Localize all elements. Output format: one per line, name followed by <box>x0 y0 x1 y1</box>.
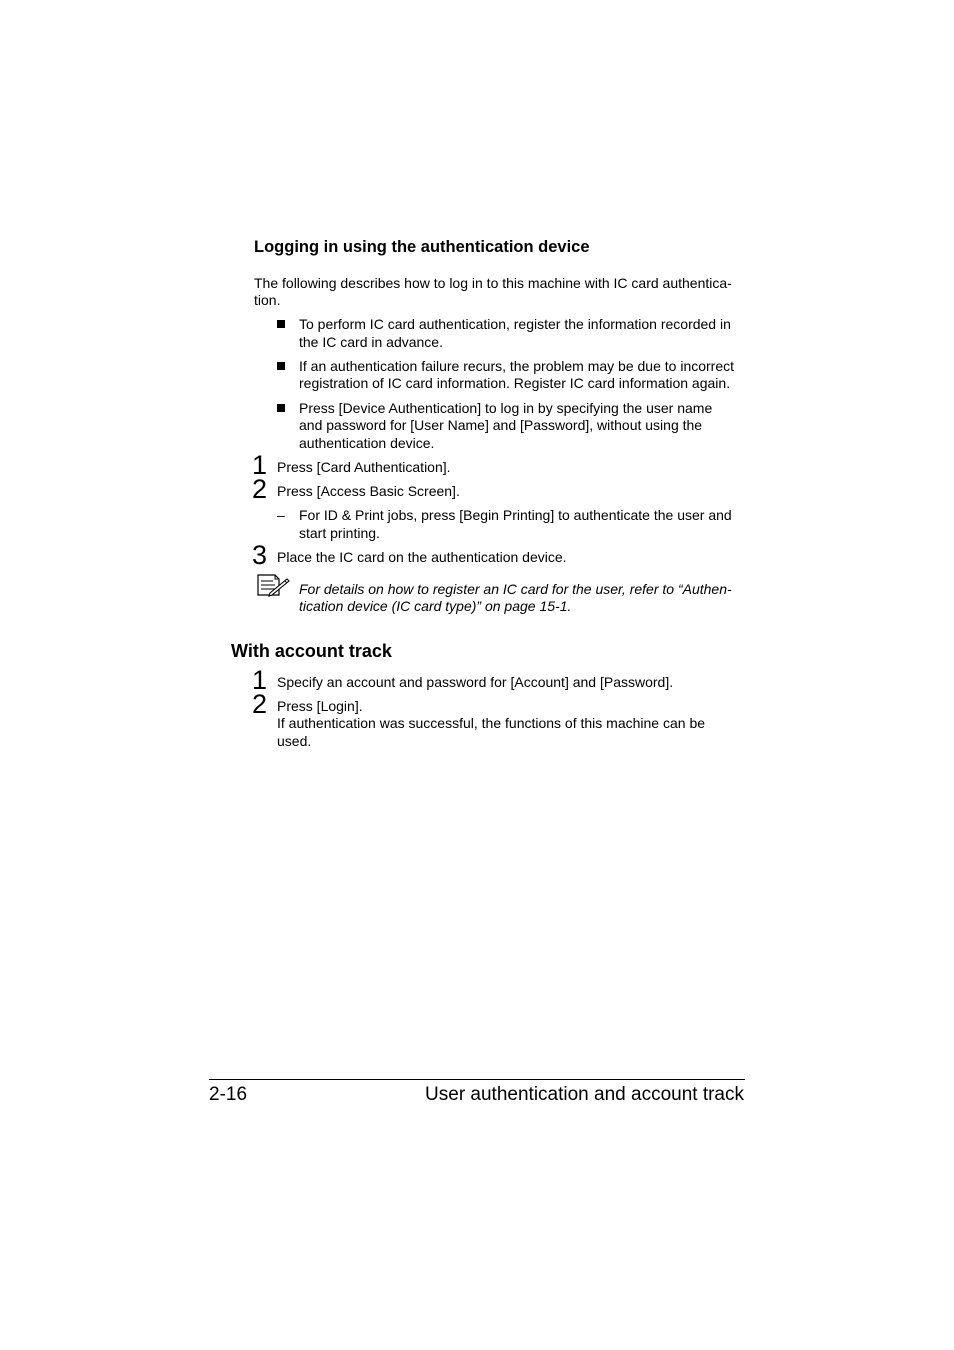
step-text: Press [Access Basic Screen]. <box>277 483 460 499</box>
step-number: 1 <box>252 665 268 695</box>
substep-line-1: For ID & Print jobs, press [Begin Printing] to authenticate the user and <box>299 507 732 523</box>
step-number: 3 <box>252 540 268 570</box>
result-line-1: If authentication was successful, the functions of this machine can be <box>277 715 706 731</box>
note-line-1: For details on how to register an IC card for the user, refer to “Authen- <box>299 581 732 597</box>
bullet-3-line-3: authentication device. <box>299 435 435 451</box>
step-text: Press [Card Authentication]. <box>277 459 451 475</box>
page-number: 2-16 <box>209 1084 248 1105</box>
bullet-1-line-2: the IC card in advance. <box>299 334 443 350</box>
result-line-2: used. <box>277 733 312 749</box>
substep-dash: – <box>277 507 285 523</box>
step-number: 2 <box>252 474 268 504</box>
bullet-marker <box>277 404 285 412</box>
step-text: Specify an account and password for [Account] and [Password]. <box>277 674 674 690</box>
bullet-3-line-2: and password for [User Name] and [Password], without using the <box>299 417 703 433</box>
step-number: 2 <box>252 689 268 719</box>
note-pencil-icon <box>256 574 290 598</box>
bullet-1-line-1: To perform IC card authentication, register the information recorded in <box>299 316 731 332</box>
bullet-marker <box>277 362 285 370</box>
step-number: 1 <box>252 450 268 480</box>
bullet-3-line-1: Press [Device Authentication] to log in by specifying the user name <box>299 400 713 416</box>
step-text: Place the IC card on the authentication device. <box>277 549 567 565</box>
bullet-marker <box>277 320 285 328</box>
intro-line-1: The following describes how to log in to this machine with IC card authentica- <box>254 275 732 291</box>
bullet-2-line-2: registration of IC card information. Register IC card information again. <box>299 375 731 391</box>
note-line-2: tication device (IC card type)” on page 15-1. <box>299 598 572 614</box>
footer-rule <box>209 1079 745 1080</box>
section-heading: Logging in using the authentication device <box>254 238 590 256</box>
substep-line-2: start printing. <box>299 525 380 541</box>
intro-line-2: tion. <box>254 292 281 308</box>
step-text: Press [Login]. <box>277 698 363 714</box>
chapter-title: User authentication and account track <box>425 1084 744 1105</box>
section-heading: With account track <box>231 641 392 661</box>
bullet-2-line-1: If an authentication failure recurs, the problem may be due to incorrect <box>299 358 735 374</box>
